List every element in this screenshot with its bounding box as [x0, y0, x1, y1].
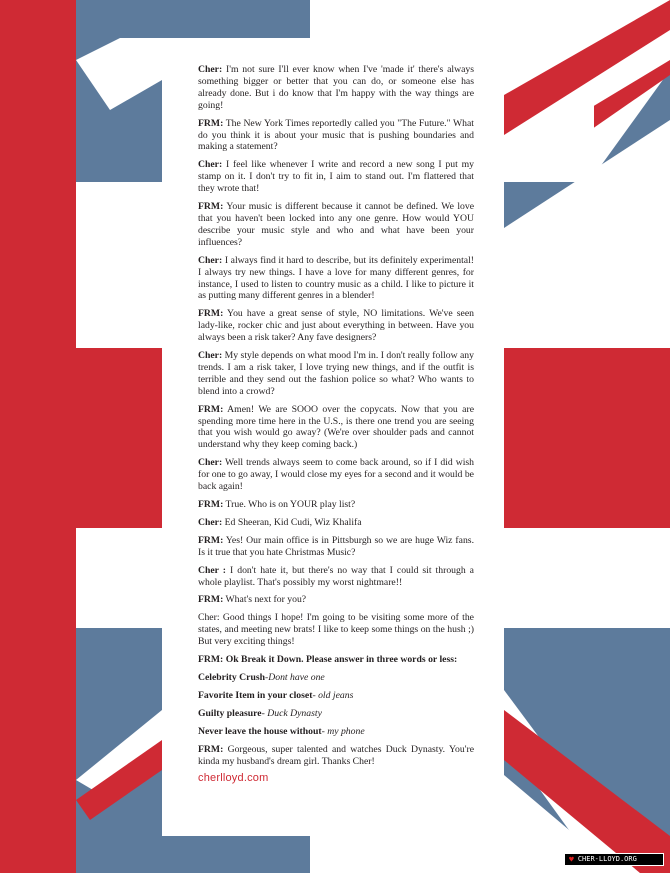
interview-qa-list [198, 64, 474, 648]
break-it-down-list [198, 672, 474, 738]
paragraph-text: I always find it hard to describe, but its definitely experimental! I always try new things. I have a love for many different genres, for instance, I used to listen to country music as a child. I like to picture it as putting many different genres in a blender! [198, 254, 474, 302]
quick-answer [198, 672, 474, 684]
speaker-name: Cher [198, 254, 219, 266]
flag-red-cross-vertical-right [504, 348, 670, 528]
question-label: Never leave the house without [198, 725, 322, 737]
answer-text: - Duck Dynasty [261, 707, 322, 719]
site-watermark[interactable] [564, 853, 664, 866]
speaker-name: Cher [198, 350, 219, 362]
interview-paragraph: Cher: I'm not sure I'll ever know when I've 'made it' there's always something bigger or better that you can do, or someone else has already done. But i do know that I'm happy with the way things are going! [198, 64, 474, 111]
interview-paragraph: FRM: You have a great sense of style, NO limitations. We've seen lady-like, rocker chic and just about everything in between. Have you always been a risk taker? Any fave designers? [198, 308, 474, 344]
interview-paragraph: FRM: Amen! We are SOOO over the copycats. Now that you are spending more time here in the U.S., is there one trend you are seeing that you wish would go away? (We're over shoulder pads and cannot understand why they keep coming back.) [198, 403, 474, 451]
website-link[interactable]: cherlloyd.com [198, 772, 269, 785]
speaker-name: FRM [198, 308, 221, 320]
flag-red-cross-vertical [0, 0, 76, 873]
interview-paragraph: Cher: Ed Sheeran, Kid Cudi, Wiz Khalifa [198, 516, 362, 528]
interview-paragraph: Cher: Well trends always seem to come back around, so if I did wish for one to go away, I would close my eyes for a second and it would be back again! [198, 457, 474, 493]
answer-text: - my phone [321, 725, 365, 737]
quick-answer [198, 726, 474, 738]
paragraph-text: Ed Sheeran, Kid Cudi, Wiz Khalifa [222, 516, 362, 528]
interview-paragraph: Cher: My style depends on what mood I'm in. I don't really follow any trends. I am a risk taker, I love trying new things, and if the outfit is terrible and they send out the fashion police so what? Who wants to blend into a crowd? [198, 350, 474, 397]
speaker-name: Cher [198, 64, 219, 75]
speaker-name: Cher [198, 564, 219, 576]
paragraph-text: Yes! Our main office is in Pittsburgh so we are huge Wiz fans. Is it true that you hate Christmas Music? [198, 534, 474, 558]
paragraph-text: What's next for you? [223, 594, 307, 606]
interview-paragraph: Cher : I don't hate it, but there's no way that I could sit through a whole playlist. That's possibly my worst nightmare!! [198, 564, 474, 588]
interview-article [162, 38, 504, 836]
speaker-name: Cher [198, 457, 219, 469]
interview-paragraph: Cher: I feel like whenever I write and record a new song I put my stamp on it. I don't try to fit in, I aim to stand out. I'm flattered that they wrote that! [198, 159, 474, 195]
paragraph-text: I don't hate it, but there's no way that I could sit through a whole playlist. That's possibly my worst nightmare!! [198, 564, 474, 588]
speaker-name: FRM [198, 201, 221, 213]
speaker-name: FRM [198, 117, 221, 129]
speaker-name: Cher [198, 159, 219, 171]
break-it-down-heading: FRM: Ok Break it Down. Please answer in three words or less: [198, 654, 458, 666]
paragraph-text: I feel like whenever I write and record a new song I put my stamp on it. I don't try to fit in, I aim to stand out. I'm flattered that they wrote that! [198, 159, 474, 195]
closing-paragraph: FRM: Gorgeous, super talented and watches Duck Dynasty. You're kinda my husband's dream girl. Thanks Cher! [198, 743, 474, 767]
speaker-name: FRM [198, 403, 221, 415]
question-label: Guilty pleasure [198, 707, 262, 719]
interview-paragraph: FRM: True. Who is on YOUR play list? [198, 499, 356, 510]
interview-paragraph: FRM: Yes! Our main office is in Pittsburgh so we are huge Wiz fans. Is it true that you hate Christmas Music? [198, 534, 474, 558]
paragraph-text: Cher: Good things I hope! I'm going to be visiting some more of the states, and meeting new brats! I like to keep some things on the hush ;) But very exciting things! [198, 612, 474, 648]
interview-paragraph: FRM: The New York Times reportedly called you "The Future." What do you think it is about your music that is pushing boundaries and making a statement? [198, 117, 474, 153]
paragraph-text: The New York Times reportedly called you "The Future." What do you think it is about your music that is pushing boundaries and making a statement? [198, 117, 474, 153]
quick-answer [198, 690, 474, 702]
speaker-name: Cher [198, 516, 219, 528]
paragraph-text: Well trends always seem to come back around, so if I did wish for one to go away, I would close my eyes for a second and it would be back again! [198, 457, 474, 493]
answer-text: - old jeans [312, 689, 354, 701]
question-label: Celebrity Crush [198, 671, 265, 683]
heart-icon: ♥ [569, 855, 574, 864]
interview-paragraph: FRM: What's next for you? [198, 594, 307, 606]
answer-text: -Dont have one [265, 671, 325, 683]
paragraph-text: I'm not sure I'll ever know when I've 'made it' there's always something bigger or better that you can do, or someone else has already done. But i do know that I'm happy with the way things are going! [198, 64, 474, 111]
speaker-name: FRM [198, 743, 221, 755]
speaker-name: FRM [198, 534, 221, 546]
interview-paragraph [198, 612, 474, 648]
speaker-name: FRM [198, 499, 221, 510]
watermark-text: CHER-LLOYD.ORG [577, 855, 637, 863]
paragraph-text: True. Who is on YOUR play list? [223, 499, 356, 510]
interview-paragraph: FRM: Your music is different because it cannot be defined. We love that you haven't been locked into any one genre. How would YOU describe your music style and who and what have been your influences? [198, 201, 474, 248]
paragraph-text: Amen! We are SOOO over the copycats. Now that you are spending more time here in the U.S., is there one trend you are seeing that you wish would go away? (We're over shoulder pads and cannot understand why they keep coming back.) [198, 403, 474, 451]
paragraph-text: My style depends on what mood I'm in. I don't really follow any trends. I am a risk taker, I love trying new things, and if the outfit is terrible and they send out the fashion police so what? Who wants to blend into a crowd? [198, 350, 474, 397]
interview-paragraph: Cher: I always find it hard to describe, but its definitely experimental! I always try new things. I have a love for many different genres, for instance, I used to listen to country music as a child. I like to picture it as putting many different genres in a blender! [198, 254, 474, 302]
speaker-name: FRM [198, 594, 221, 606]
paragraph-text: You have a great sense of style, NO limitations. We've seen lady-like, rocker chic and just about everything in between. Have you always been a risk taker? Any fave designers? [198, 308, 474, 344]
question-label: Favorite Item in your closet [198, 689, 313, 701]
quick-answer [198, 708, 474, 720]
paragraph-text: Your music is different because it cannot be defined. We love that you haven't been locked into any one genre. How would YOU describe your music style and who and what have been your influences? [198, 201, 474, 248]
